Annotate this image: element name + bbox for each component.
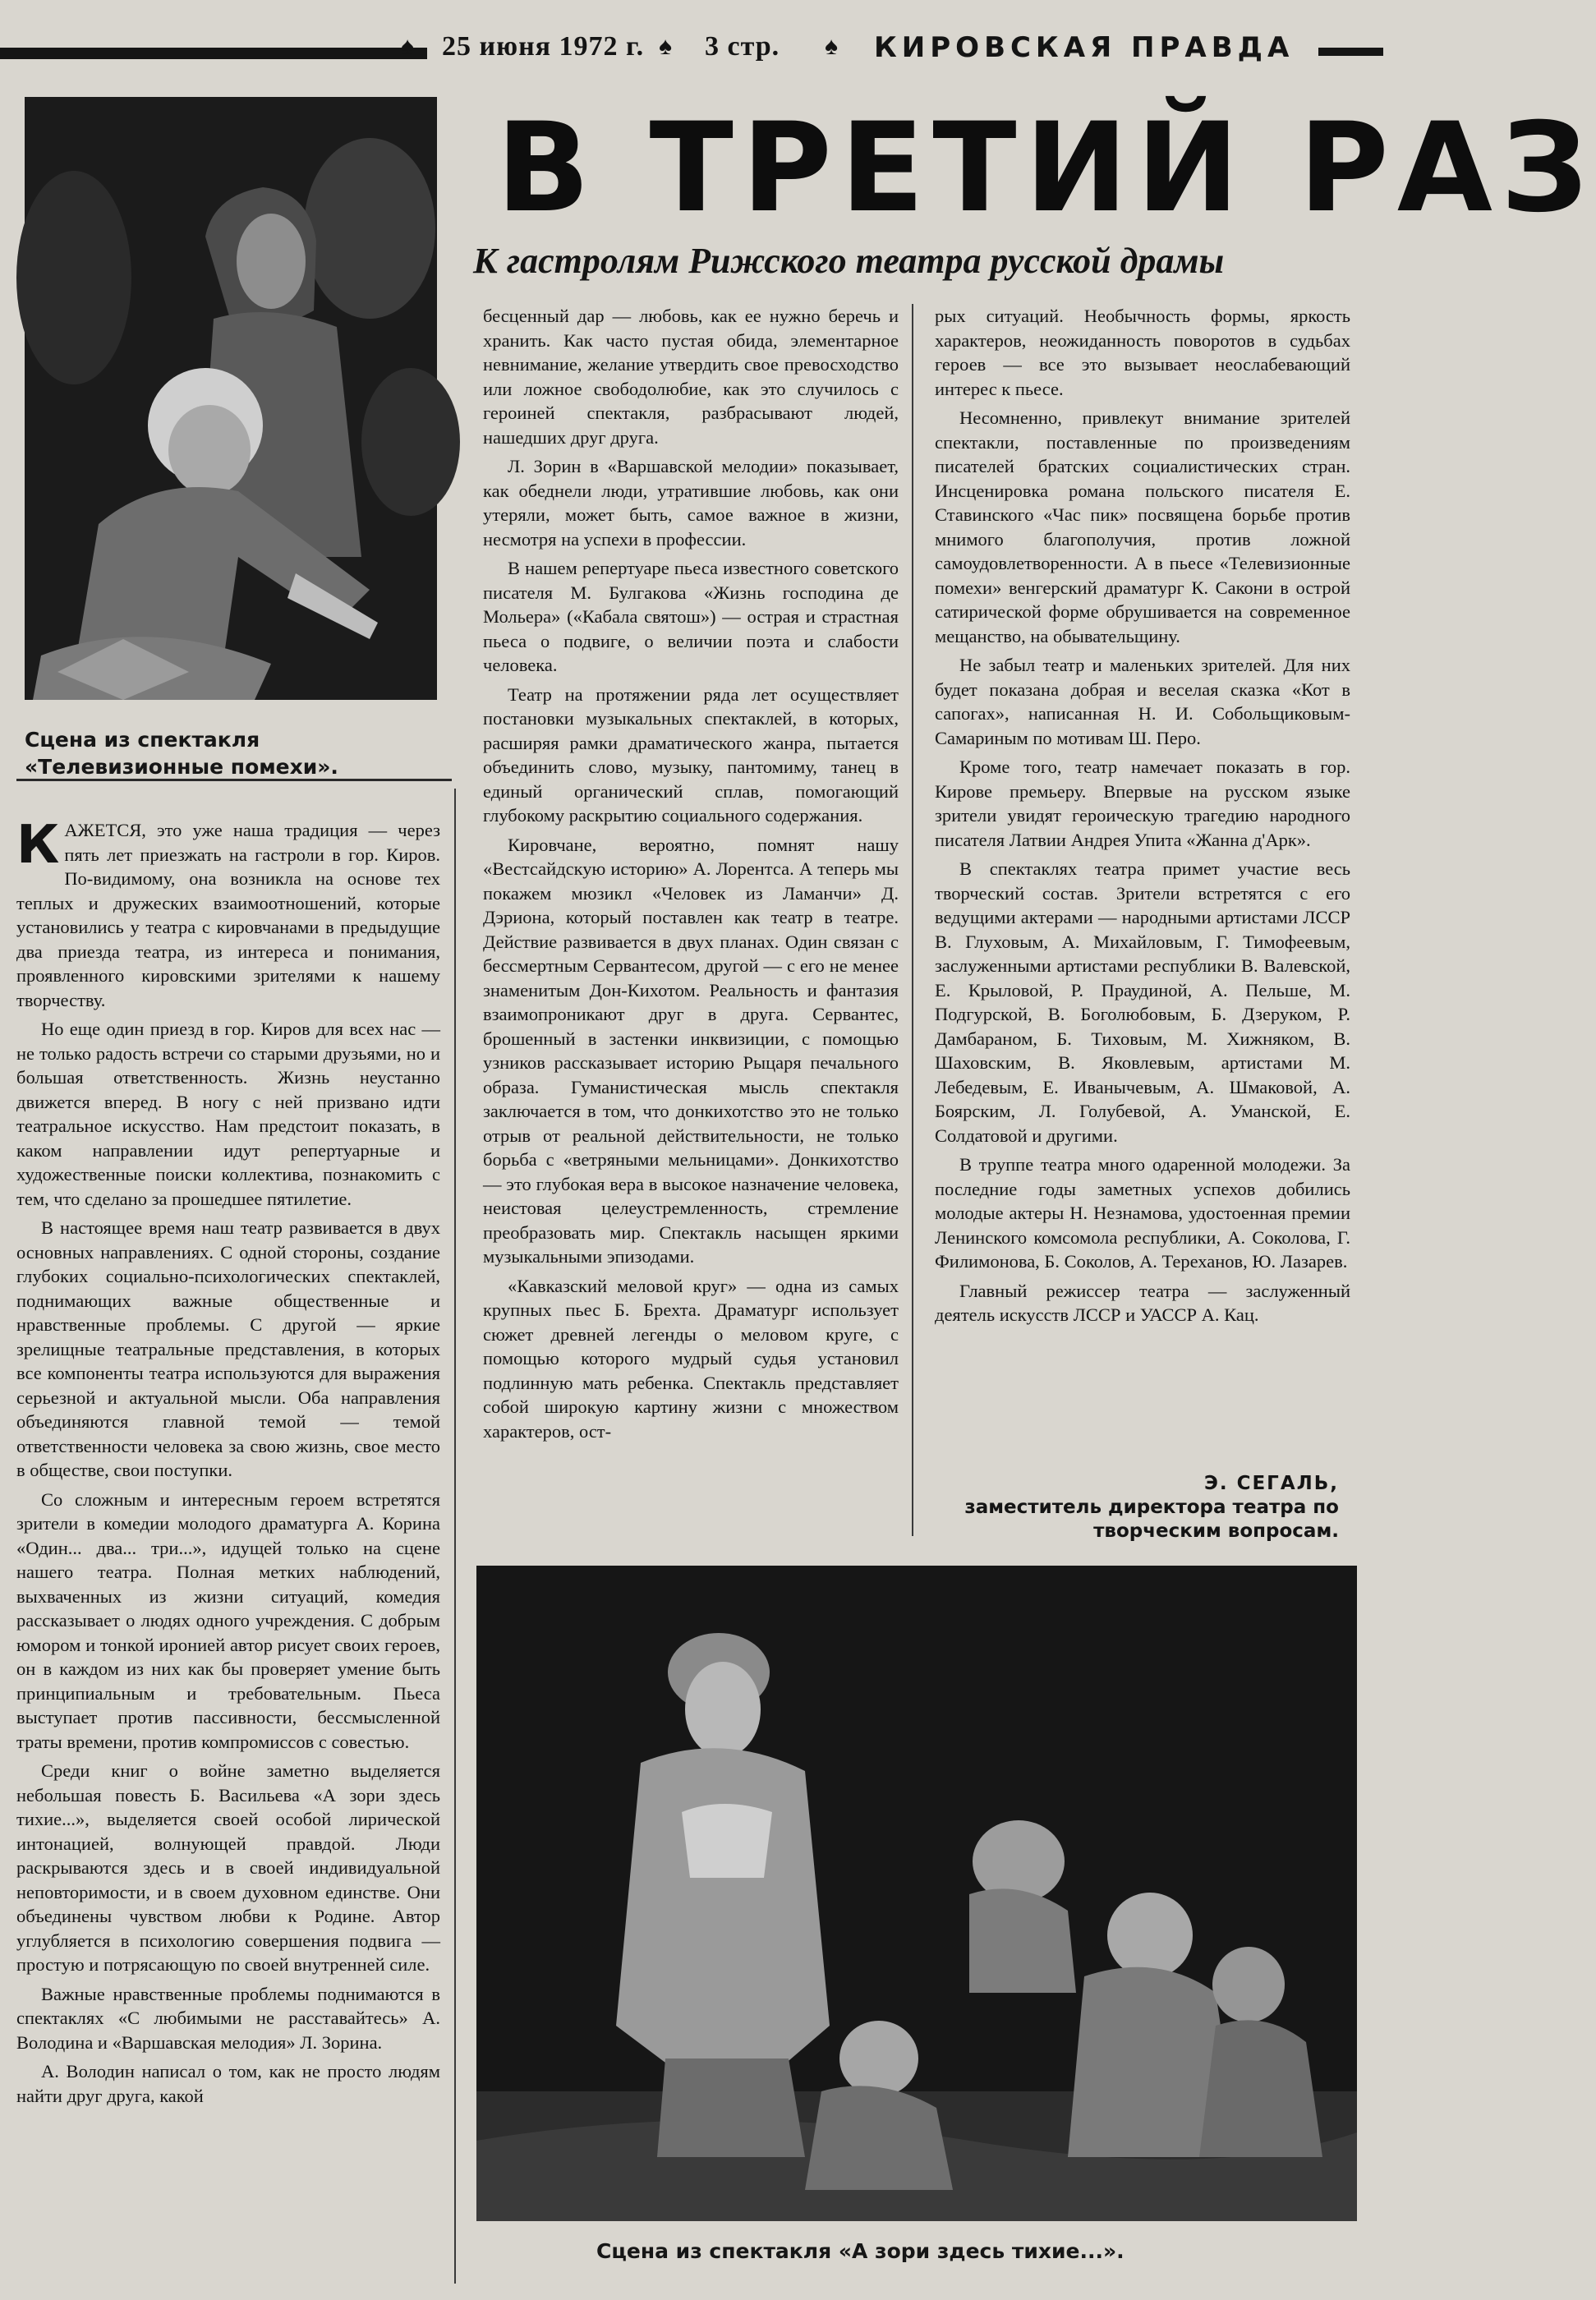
paragraph: Главный режиссер театра — заслуженный деятель искусств ЛССР и УАССР А. Кац. bbox=[935, 1280, 1350, 1325]
article-subtitle: К гастролям Рижского театра русской драмы bbox=[473, 241, 1225, 281]
paragraph: В труппе театра много одаренной молодежи. За последние годы заметных успехов добились молодые актеры Н. Незнамова, удостоенная премии Ленинского комсомола республики, А. Соколова, Г. Филимонова, Б. Соколов, А. Тереханов, Ю. Лазарев. bbox=[935, 1154, 1350, 1272]
author-name: Э. СЕГАЛЬ, bbox=[1203, 1473, 1339, 1494]
paragraph: Несомненно, привлекут внимание зрителей спектакли, поставленные по произведениям писателей братских социалистических стран. Инсценировка романа польского писателя Е. Ставинского «Час пик» посвящена борьбе против мнимого благополучия, против ложной самоудовлетворенности. А в пьесе «Телевизионные помехи» венгерский драматург К. Сакони в острой сатирической форме обрушивается на современное мещанство, на обывательщину. bbox=[935, 407, 1350, 646]
page-number: 3 стр. bbox=[705, 31, 780, 62]
newspaper-title: КИРОВСКАЯ ПРАВДА bbox=[874, 31, 1295, 64]
article-column-3 bbox=[935, 304, 1350, 1470]
paragraph: Со сложным и интересным героем встретятся зрители в комедии молодого драматурга А. Корина «Один... два... три...», идущей только на сцене нашего театра. Полная метких наблюдений, выхваченных из жизни ситуаций, комедия рассказывает о людях одного учреждения. С добрым юмором и тонкой иронией автор рисует своих героев, он в каждом из них как бы проверяет умение быть принципиальным и требовательным. Пьеса выступает против пассивности, бессмысленной траты времени, против компромиссов с совестью. bbox=[16, 1488, 440, 1752]
article-column-1 bbox=[16, 815, 440, 2280]
paragraph: Важные нравственные проблемы поднимаются в спектаклях «С любимыми не расставайтесь» А. Володина и «Варшавская мелодия» Л. Зорина. bbox=[16, 1983, 440, 2053]
paragraph: «Кавказский меловой круг» — одна из самых крупных пьес Б. Брехта. Драматург использует сюжет древней легенды о меловом круге, с помощью которого мудрый судья установил подлинную мать ребенка. Спектакль представляет собой широкую картину жизни с множеством характеров, ост- bbox=[483, 1275, 899, 1442]
photo-image bbox=[476, 1566, 1357, 2221]
column-divider bbox=[454, 789, 456, 2284]
caption-divider bbox=[16, 779, 452, 781]
spade-ornament-icon: ♠ bbox=[401, 33, 414, 60]
masthead-rule-left bbox=[0, 48, 427, 59]
drop-cap: К bbox=[16, 815, 60, 876]
top-photo-caption: Сцена из спектакля «Телевизионные помехи». bbox=[25, 728, 338, 779]
author-role: заместитель директора театра по творческим вопросам. bbox=[964, 1497, 1339, 1542]
paragraph: рых ситуаций. Необычность формы, яркость характеров, неожиданность поворотов в судьбах героев — все это вызывает неослабевающий интерес к пьесе. bbox=[935, 306, 1350, 399]
photo-television-interference bbox=[25, 97, 437, 700]
article-headline: В ТРЕТИЙ РАЗ bbox=[496, 97, 1596, 240]
photo-dawns-are-quiet bbox=[476, 1566, 1357, 2221]
paragraph: КАЖЕТСЯ, это уже наша традиция — через пять лет приезжать на гастроли в гор. Киров. По-видимому, она возникла на основе тех теплых и дружеских взаимоотношений, которые установились у театра с кировчанами в предыдущие два приезда театра, из интереса и понимания, проявленного кировскими зрителями к нашему творчеству. bbox=[16, 815, 440, 1010]
spade-ornament-icon: ♠ bbox=[825, 33, 838, 60]
paragraph: А. Володин написал о том, как не просто людям найти друг друга, какой bbox=[16, 2061, 440, 2106]
photo-image bbox=[25, 97, 437, 700]
paragraph: В спектаклях театра примет участие весь творческий состав. Зрители встретятся с его ведущими актерами — народными артистами ЛССР В. Глуховым, А. Михайловым, Г. Тимофеевым, заслуженными артистами республики В. Валевской, Е. Крыловой, Р. Праудиной, А. Пельше, М. Подгурской, В. Боголюбовым, Б. Дзеруком, Р. Дамбараном, Б. Тиховым, М. Хижняком, В. Шаховским, В. Яковлевым, артистами М. Лебедевым, Е. Иванычевым, А. Шмаковой, А. Боярским, Л. Голубевой, А. Уманской, Е. Солдатовой и другими. bbox=[935, 858, 1350, 1146]
column-divider bbox=[912, 304, 913, 1536]
author-signature bbox=[953, 1472, 1339, 1543]
paragraph: Среди книг о войне заметно выделяется небольшая повесть Б. Васильева «А зори здесь тихие...», выделяется своей особой лирической интонацией, волнующей правдой. Люди раскрываются здесь и в своей индивидуальной неповторимости, и в своем духовном единстве. Они объединены чувством любви к Родине. Автор углубляется в психологию совершения подвига — простую и потрясающую по своей внутренней силе. bbox=[16, 1760, 440, 1975]
spade-ornament-icon: ♠ bbox=[659, 33, 672, 60]
article-column-2 bbox=[483, 304, 899, 1536]
paragraph: В нашем репертуаре пьеса известного советского писателя М. Булгакова «Жизнь господина де Мольера» («Кабала святош») — острая и страстная пьеса о подвиге, о величии поэта и слабости человека. bbox=[483, 558, 899, 675]
issue-date: 25 июня 1972 г. bbox=[442, 31, 645, 62]
bottom-photo-caption: Сцена из спектакля «А зори здесь тихие...». bbox=[596, 2239, 1125, 2263]
masthead-rule-right bbox=[1318, 48, 1383, 56]
paragraph: Кроме того, театр намечает показать в гор. Кирове премьеру. Впервые на русском языке зрители увидят героическую трагедию народного писателя Латвии Андрея Упита «Жанна д'Арк». bbox=[935, 757, 1350, 850]
paragraph: Но еще один приезд в гор. Киров для всех нас — не только радость встречи со старыми друзьями, но и большая ответственность. Жизнь неустанно движется вперед. В ногу с ней призвано идти театральное искусство. Нам предстоит показать, в каком направлении идут репертуарные и художественные поиски коллектива, познакомить с тем, что сделано за прошедшее пятилетие. bbox=[16, 1019, 440, 1209]
paragraph: Л. Зорин в «Варшавской мелодии» показывает, как обеднели люди, утратившие любовь, как они утеряли, может быть, самое важное в жизни, несмотря на успехи в профессии. bbox=[483, 456, 899, 550]
paragraph: В настоящее время наш театр развивается в двух основных направлениях. С одной стороны, создание глубоких социально-психологических спектаклей, поднимающих важные общественные и нравственные проблемы. С другой — яркие зрелищные театральные представления, в которых все компоненты театра используются для выражения серьезной и актуальной мысли. Оба направления объединяются главной темой — темой ответственности человека за свою жизнь, свое место в обществе, свои поступки. bbox=[16, 1217, 440, 1480]
paragraph: Театр на протяжении ряда лет осуществляет постановки музыкальных спектаклей, в которых, расширяя рамки драматического жанра, пытается объединить слово, музыку, пантомиму, танец в единый органический сплав, помогающий глубокому раскрытию социального содержания. bbox=[483, 683, 899, 826]
paragraph: бесценный дар — любовь, как ее нужно беречь и хранить. Как часто пустая обида, элементарное невнимание, желание утвердить свое превосходство или ложное свободолюбие, как это случилось с героиней спектакля, разбрасывают людей, нашедших друг друга. bbox=[483, 306, 899, 448]
masthead bbox=[0, 23, 1383, 72]
paragraph: Не забыл театр и маленьких зрителей. Для них будет показана добрая и веселая сказка «Кот в сапогах», написанная Н. И. Собольщиковым-Самариным по мотивам Ш. Перо. bbox=[935, 655, 1350, 748]
paragraph: Кировчане, вероятно, помнят нашу «Вестсайдскую историю» А. Лорентса. А теперь мы покажем мюзикл «Человек из Ламанчи» Д. Дэриона, который поставлен как театр в театре. Действие развивается в двух планах. Один связан с бессмертным Сервантесом, другой — с его не менее знаменитым Дон-Кихотом. Реальность и фантазия взаимопроникают друг в друга. Сервантес, брошенный в застенки инквизиции, с помощью узников рассказывает историю Рыцаря печального образа. Гуманистическая мысль спектакля заключается в том, что донкихотство это не только отрыв от реальной действительности, не только борьба с «ветряными мельницами». Донкихотство — это глубокая вера в высокое назначение человека, неистовая целеустремленность, стремление преобразовать мир. Спектакль насыщен яркими музыкальными эпизодами. bbox=[483, 834, 899, 1267]
